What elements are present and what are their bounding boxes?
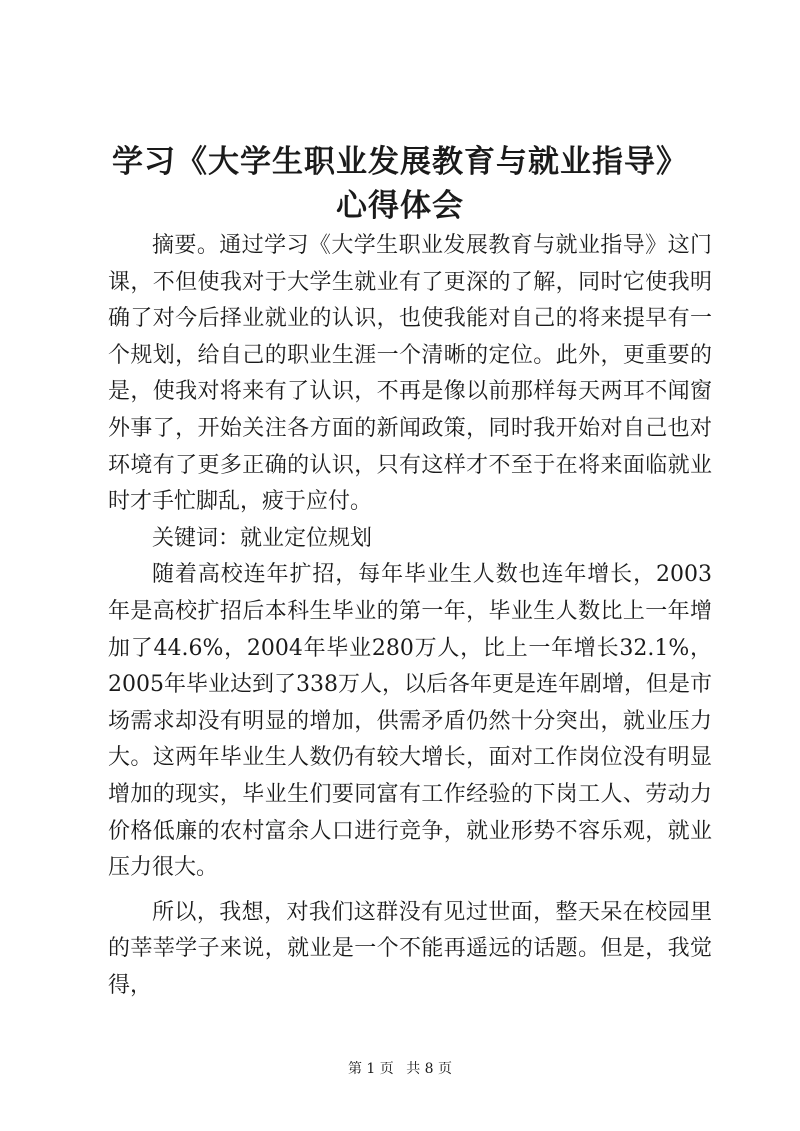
keywords-paragraph: 关键词：就业定位规划 xyxy=(152,525,373,551)
page-number: 第 1 页 xyxy=(347,1061,394,1077)
page-total: 共 8 页 xyxy=(406,1061,453,1077)
page-title: 学习《大学生职业发展教育与就业指导》心得体会 xyxy=(112,144,688,224)
page-footer xyxy=(0,1058,800,1078)
body-paragraph: 随着高校连年扩招，每年毕业生人数也连年增长，2003年是高校扩招后本科生毕业的第一年，毕业生人数比上一年增加了44.6%，2004年毕业280万人，比上一年增长32.1%，2005年毕业达到了338万人，以后各年更是连年剧增，但是市场需求却没有明显的增加，供需矛盾仍然十分突出，就业压力大。这两年毕业生人数仍有较大增长，面对工作岗位没有明显增加的现实，毕业生们要同富有工作经验的下岗工人、劳动力价格低廉的农村富余人口进行竞争，就业形势不容乐观，就业压力很大。 xyxy=(108,562,712,881)
document-body xyxy=(108,228,712,1004)
abstract-paragraph: 摘要。通过学习《大学生职业发展教育与就业指导》这门课，不但使我对于大学生就业有了更深的了解，同时它使我明确了对今后择业就业的认识，也使我能对自己的将来提早有一个规划，给自己的职业生涯一个清晰的定位。此外，更重要的是，使我对将来有了认识，不再是像以前那样每天两耳不闻窗外事了，开始关注各方面的新闻政策，同时我开始对自己也对环境有了更多正确的认识，只有这样才不至于在将来面临就业时才手忙脚乱，疲于应付。 xyxy=(108,233,712,515)
body-paragraph: 所以，我想，对我们这群没有见过世面，整天呆在校园里的莘莘学子来说，就业是一个不能再遥远的话题。但是，我觉得， xyxy=(108,899,712,998)
